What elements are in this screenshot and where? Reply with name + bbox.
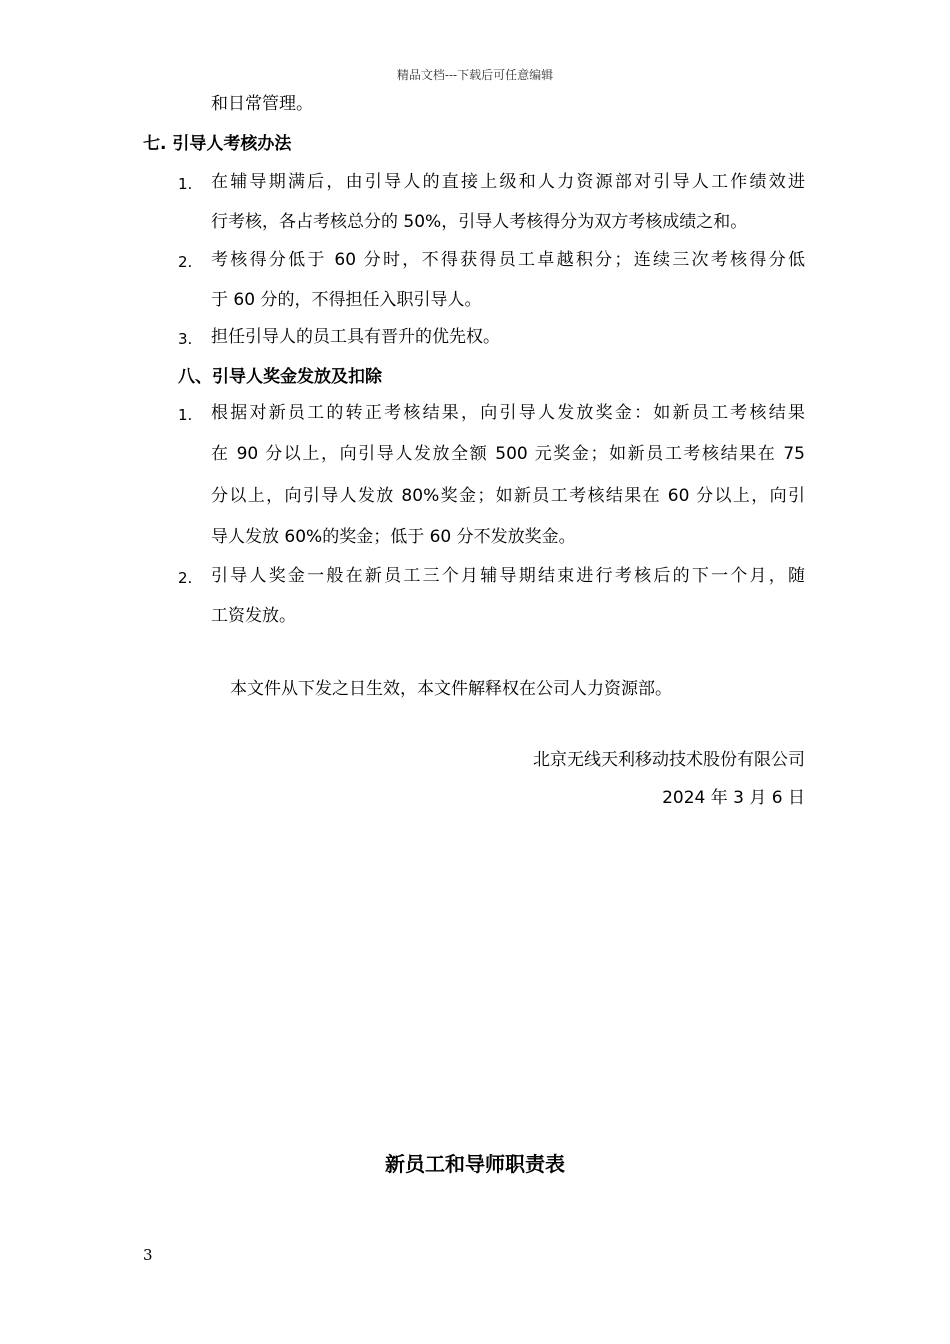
company-name: 北京无线天利移动技术股份有限公司 — [533, 750, 805, 770]
list-item-text: 行考核，各占考核总分的 50%，引导人考核得分为双方考核成绩之和。 — [211, 212, 748, 232]
list-item-text: 考核得分低于 60 分时，不得获得员工卓越积分；连续三次考核得分低 — [211, 250, 805, 270]
section-8-heading: 八、引导人奖金发放及扣除 — [178, 367, 382, 387]
continuation-text: 和日常管理。 — [211, 94, 313, 114]
next-section-title: 新员工和导师职责表 — [385, 1152, 565, 1176]
list-item-text: 在辅导期满后，由引导人的直接上级和人力资源部对引导人工作绩效进 — [211, 172, 805, 192]
document-date: 2024 年 3 月 6 日 — [662, 788, 805, 808]
page-number: 3 — [143, 1246, 153, 1264]
page-header: 精品文档---下载后可任意编辑 — [396, 68, 554, 82]
list-item-text: 分以上，向引导人发放 80%奖金；如新员工考核结果在 60 分以上，向引 — [211, 486, 805, 506]
list-item-number: 2. — [178, 253, 193, 271]
list-item-text: 根据对新员工的转正考核结果，向引导人发放奖金：如新员工考核结果 — [211, 403, 805, 423]
list-item-text: 于 60 分的，不得担任入职引导人。 — [211, 290, 482, 310]
list-item-number: 1. — [178, 406, 193, 424]
list-item-text: 导人发放 60%的奖金；低于 60 分不发放奖金。 — [211, 527, 576, 547]
list-item-text: 担任引导人的员工具有晋升的优先权。 — [211, 327, 500, 347]
section-7-heading: 七. 引导人考核办法 — [143, 134, 292, 154]
list-item-text: 在 90 分以上，向引导人发放全额 500 元奖金；如新员工考核结果在 75 — [211, 444, 805, 464]
list-item-number: 1. — [178, 175, 193, 193]
closing-statement: 本文件从下发之日生效，本文件解释权在公司人力资源部。 — [230, 679, 672, 699]
list-item-number: 3. — [178, 330, 193, 348]
list-item-text: 引导人奖金一般在新员工三个月辅导期结束进行考核后的下一个月，随 — [211, 566, 805, 586]
list-item-number: 2. — [178, 569, 193, 587]
list-item-text: 工资发放。 — [211, 606, 296, 626]
